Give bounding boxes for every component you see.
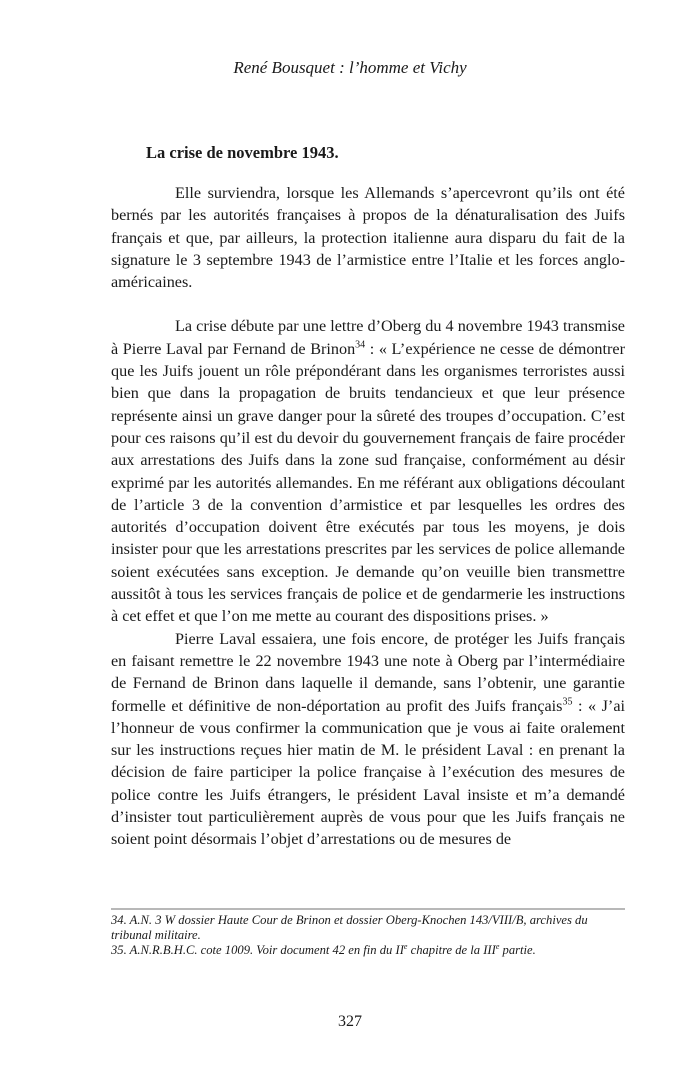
- footnote-ref-34[interactable]: 34: [355, 339, 366, 351]
- paragraph-2: [111, 315, 625, 627]
- footnote-35-text-mid: chapitre de la III: [407, 943, 496, 957]
- footnote-35-text: 35. A.N.R.B.H.C. cote 1009. Voir document 42 en fin du II: [111, 943, 404, 957]
- footnote-34: 34. A.N. 3 W dossier Haute Cour de Brinon et dossier Oberg-Knochen 143/VIII/B, archives du tribunal militaire.: [111, 913, 588, 942]
- paragraph-3-text: Pierre Laval essaiera, une fois encore, de protéger les Juifs français en faisant remettre le 22 novembre 1943 une note à Oberg par l’intermédiaire de Fernand de Brinon dans laquelle il demande, sans l’obtenir, une garantie formelle et définitive de non-déportation au profit des Juifs français: [111, 629, 625, 715]
- ordinal-sup: e: [403, 941, 408, 951]
- footnote-35-text-end: partie.: [499, 943, 536, 957]
- main-text: [111, 142, 625, 851]
- ordinal-sup: e: [495, 941, 500, 951]
- paragraph-3: [111, 628, 625, 851]
- footnote-separator: [111, 908, 625, 910]
- page-number: 327: [338, 1013, 362, 1030]
- footnote-ref-35[interactable]: 35: [562, 696, 573, 708]
- running-head: René Bousquet : l’homme et Vichy: [233, 58, 467, 77]
- paragraph-2-quote: : « L’expérience ne cesse de démontrer que les Juifs jouent un rôle prépondérant dans les organismes terroristes aussi bien que dans la propagation de bruits tendancieux et que leur présence représente ainsi un grave danger pour la sûreté des troupes d’occupation. C’est pour ces raisons qu’il est du devoir du gouvernement français de faire procéder aux arrestations des Juifs dans la zone sud française, conformément au désir exprimé par les autorités allemandes. En me référant aux obligations découlant de l’article 3 de la convention d’armistice et par lesquelles les ordres des autorités d’occupation doivent être exécutés par tous les moyens, je dois insister pour que les arrestations prescrites par les services de police allemande soient exécutées sans exception. Je demande qu’on veuille bien transmettre aussitôt à tous les services français de police et de gendarmerie les instructions à cet effet et que l’on me mette au courant des dispositions prises. »: [111, 339, 625, 626]
- footnotes: [111, 913, 625, 958]
- paragraph-1: Elle surviendra, lorsque les Allemands s’apercevront qu’ils ont été bernés par les autorités françaises à propos de la dénaturalisation des Juifs français et que, par ailleurs, la protection italienne aura disparu du fait de la signature le 3 septembre 1943 de l’armistice entre l’Italie et les forces anglo-américaines.: [111, 184, 625, 292]
- paragraph-3-quote: : « J’ai l’honneur de vous confirmer la communication que je vous ai faite oralement sur les instructions reçues hier matin de M. le président Laval : en prenant la décision de faire participer la police française à l’exécution des mesures de police contre les Juifs étrangers, le président Laval insiste et m’a demandé d’insister tout particulièrement auprès de vous pour que les Juifs français ne soient point désormais l’objet d’arrestations ou de mesures de: [111, 696, 625, 849]
- paragraph-2-text: La crise débute par une lettre d’Oberg du 4 novembre 1943 transmise à Pierre Laval par Fernand de Brinon: [111, 317, 625, 358]
- section-title: La crise de novembre 1943.: [146, 143, 339, 162]
- footnote-35: [111, 943, 625, 958]
